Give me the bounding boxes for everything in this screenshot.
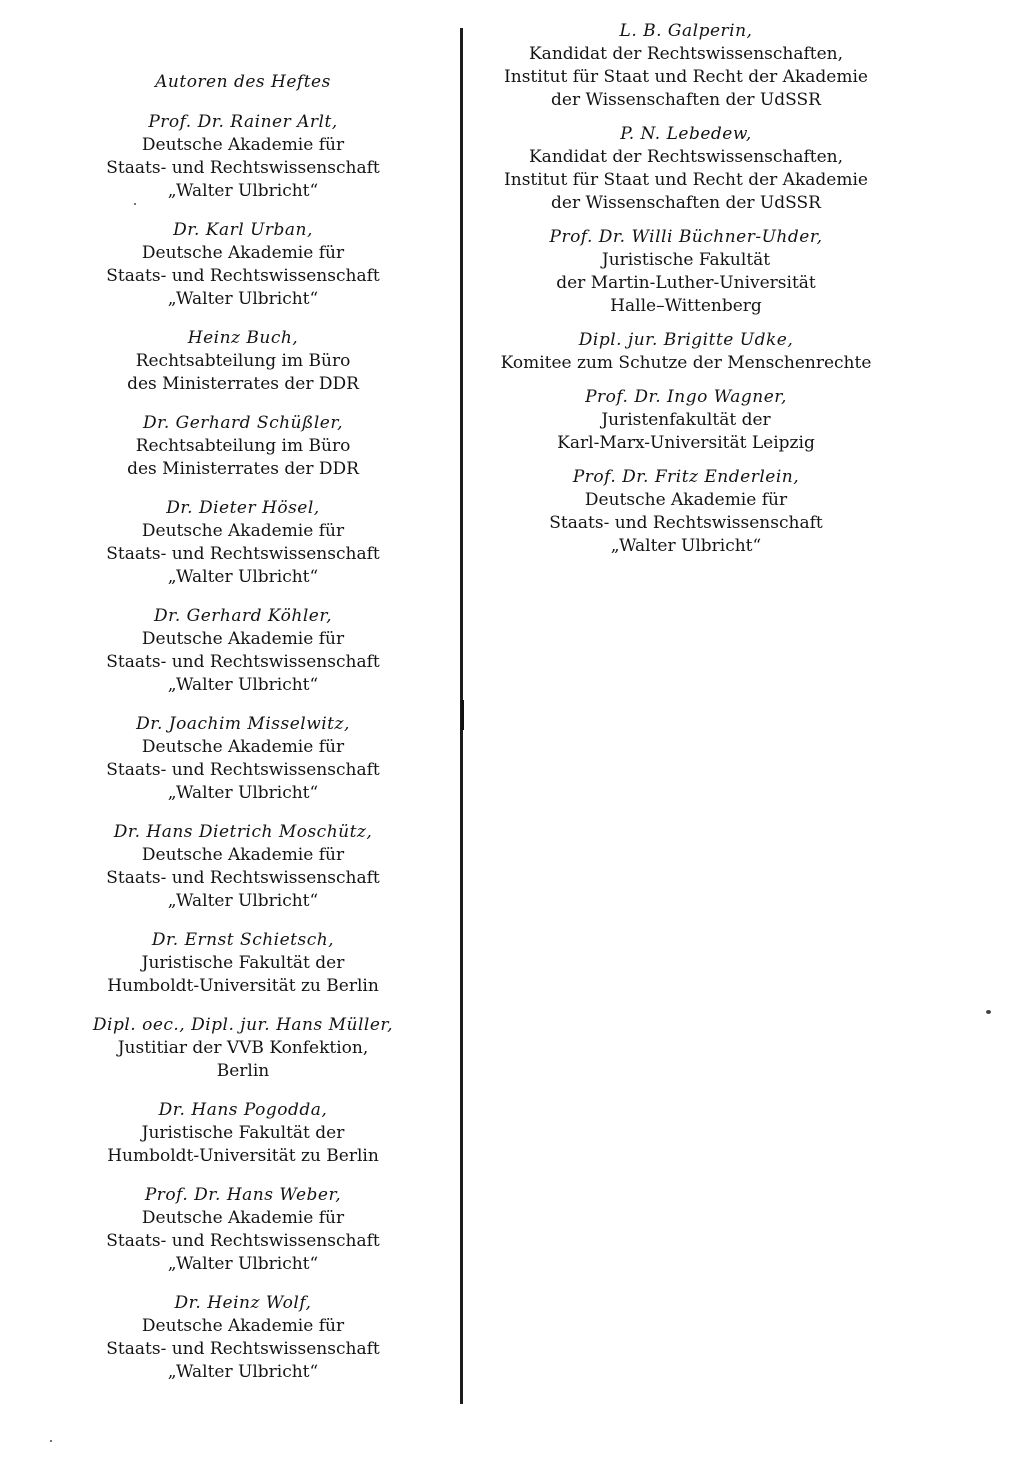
- author-affiliation-line: der Wissenschaften der UdSSR: [551, 193, 821, 213]
- author-entry: [40, 327, 446, 396]
- author-name: Prof. Dr. Rainer Arlt,: [148, 112, 338, 132]
- author-affiliation-line: Humboldt-Universität zu Berlin: [107, 1146, 379, 1166]
- author-name: L. B. Galperin,: [619, 21, 753, 41]
- print-speck: [134, 203, 136, 205]
- author-name: Prof. Dr. Hans Weber,: [144, 1185, 342, 1205]
- author-entry: [474, 329, 898, 375]
- author-affiliation-line: des Ministerrates der DDR: [127, 459, 359, 479]
- author-affiliation-line: Staats- und Rechtswissenschaft: [106, 868, 380, 888]
- author-entry: [40, 929, 446, 998]
- author-affiliation-line: Staats- und Rechtswissenschaft: [106, 1231, 380, 1251]
- author-affiliation-line: „Walter Ulbricht“: [167, 567, 319, 587]
- author-name: Prof. Dr. Fritz Enderlein,: [572, 467, 800, 487]
- author-entry: [474, 123, 898, 215]
- author-name: Dipl. jur. Brigitte Udke,: [578, 330, 794, 350]
- author-affiliation-line: Staats- und Rechtswissenschaft: [106, 652, 380, 672]
- author-affiliation-line: Staats- und Rechtswissenschaft: [549, 513, 823, 533]
- author-name: Dr. Hans Dietrich Moschütz,: [113, 822, 373, 842]
- author-affiliation-line: des Ministerrates der DDR: [127, 374, 359, 394]
- author-list-left: [40, 111, 446, 1384]
- author-affiliation-line: Institut für Staat und Recht der Akademie: [504, 67, 868, 87]
- author-entry: [40, 497, 446, 589]
- author-affiliation-line: Institut für Staat und Recht der Akademie: [504, 170, 868, 190]
- author-affiliation-line: Staats- und Rechtswissenschaft: [106, 544, 380, 564]
- author-affiliation-line: Deutsche Akademie für: [141, 845, 345, 865]
- author-affiliation-line: „Walter Ulbricht“: [167, 783, 319, 803]
- author-name: Dr. Joachim Misselwitz,: [136, 714, 350, 734]
- author-affiliation-line: Deutsche Akademie für: [141, 737, 345, 757]
- author-affiliation-line: Juristische Fakultät: [601, 250, 771, 270]
- author-affiliation-line: „Walter Ulbricht“: [167, 891, 319, 911]
- author-affiliation-line: „Walter Ulbricht“: [167, 289, 319, 309]
- author-affiliation-line: „Walter Ulbricht“: [610, 536, 762, 556]
- author-affiliation-line: Juristenfakultät der: [601, 410, 771, 430]
- author-affiliation-line: Juristische Fakultät der: [141, 953, 345, 973]
- author-affiliation-line: Rechtsabteilung im Büro: [135, 436, 351, 456]
- author-entry: [474, 20, 898, 112]
- author-name: Dr. Hans Pogodda,: [158, 1100, 328, 1120]
- author-affiliation-line: Kandidat der Rechtswissenschaften,: [528, 147, 844, 167]
- column-divider-mark: [461, 700, 464, 730]
- author-name: P. N. Lebedew,: [620, 124, 752, 144]
- right-column: [474, 20, 898, 569]
- author-affiliation-line: Rechtsabteilung im Büro: [135, 351, 351, 371]
- author-entry: [40, 1014, 446, 1083]
- author-list-right: [474, 20, 898, 558]
- author-entry: [40, 605, 446, 697]
- author-entry: [40, 821, 446, 913]
- author-affiliation-line: Staats- und Rechtswissenschaft: [106, 158, 380, 178]
- author-affiliation-line: Karl-Marx-Universität Leipzig: [557, 433, 815, 453]
- author-affiliation-line: Deutsche Akademie für: [584, 490, 788, 510]
- left-column: [40, 71, 446, 1400]
- author-name: Dr. Dieter Hösel,: [166, 498, 320, 518]
- author-entry: [474, 386, 898, 455]
- author-entry: [40, 412, 446, 481]
- author-entry: [40, 1099, 446, 1168]
- author-entry: [40, 713, 446, 805]
- author-entry: [40, 1184, 446, 1276]
- author-name: Prof. Dr. Willi Büchner-Uhder,: [549, 227, 823, 247]
- author-affiliation-line: Juristische Fakultät der: [141, 1123, 345, 1143]
- author-name: Dr. Ernst Schietsch,: [151, 930, 335, 950]
- author-affiliation-line: Deutsche Akademie für: [141, 243, 345, 263]
- author-affiliation-line: Komitee zum Schutze der Menschenrechte: [500, 353, 872, 373]
- author-affiliation-line: Deutsche Akademie für: [141, 135, 345, 155]
- author-affiliation-line: Halle–Wittenberg: [610, 296, 762, 316]
- author-affiliation-line: Deutsche Akademie für: [141, 1316, 345, 1336]
- author-affiliation-line: Deutsche Akademie für: [141, 629, 345, 649]
- author-entry: [474, 226, 898, 318]
- print-speck: [986, 1010, 991, 1014]
- author-name: Prof. Dr. Ingo Wagner,: [585, 387, 787, 407]
- author-entry: [40, 111, 446, 203]
- author-affiliation-line: „Walter Ulbricht“: [167, 181, 319, 201]
- author-entry: [40, 219, 446, 311]
- author-affiliation-line: Staats- und Rechtswissenschaft: [106, 1339, 380, 1359]
- author-affiliation-line: „Walter Ulbricht“: [167, 675, 319, 695]
- author-name: Dr. Gerhard Schüßler,: [142, 413, 344, 433]
- author-name: Dr. Gerhard Köhler,: [153, 606, 333, 626]
- print-speck: [50, 1440, 52, 1442]
- author-affiliation-line: Deutsche Akademie für: [141, 1208, 345, 1228]
- author-entry: [474, 466, 898, 558]
- author-affiliation-line: Justitiar der VVB Konfektion,: [117, 1038, 369, 1058]
- author-name: Dr. Karl Urban,: [173, 220, 313, 240]
- author-entry: [40, 1292, 446, 1384]
- author-affiliation-line: der Martin-Luther-Universität: [556, 273, 816, 293]
- author-affiliation-line: „Walter Ulbricht“: [167, 1254, 319, 1274]
- author-affiliation-line: Humboldt-Universität zu Berlin: [107, 976, 379, 996]
- author-affiliation-line: Staats- und Rechtswissenschaft: [106, 266, 380, 286]
- author-name: Heinz Buch,: [187, 328, 299, 348]
- author-affiliation-line: der Wissenschaften der UdSSR: [551, 90, 821, 110]
- author-affiliation-line: Staats- und Rechtswissenschaft: [106, 760, 380, 780]
- author-affiliation-line: Kandidat der Rechtswissenschaften,: [528, 44, 844, 64]
- author-affiliation-line: Deutsche Akademie für: [141, 521, 345, 541]
- section-heading: Autoren des Heftes: [155, 72, 331, 92]
- author-name: Dipl. oec., Dipl. jur. Hans Müller,: [92, 1015, 394, 1035]
- author-affiliation-line: „Walter Ulbricht“: [167, 1362, 319, 1382]
- author-name: Dr. Heinz Wolf,: [174, 1293, 312, 1313]
- author-affiliation-line: Berlin: [216, 1061, 270, 1081]
